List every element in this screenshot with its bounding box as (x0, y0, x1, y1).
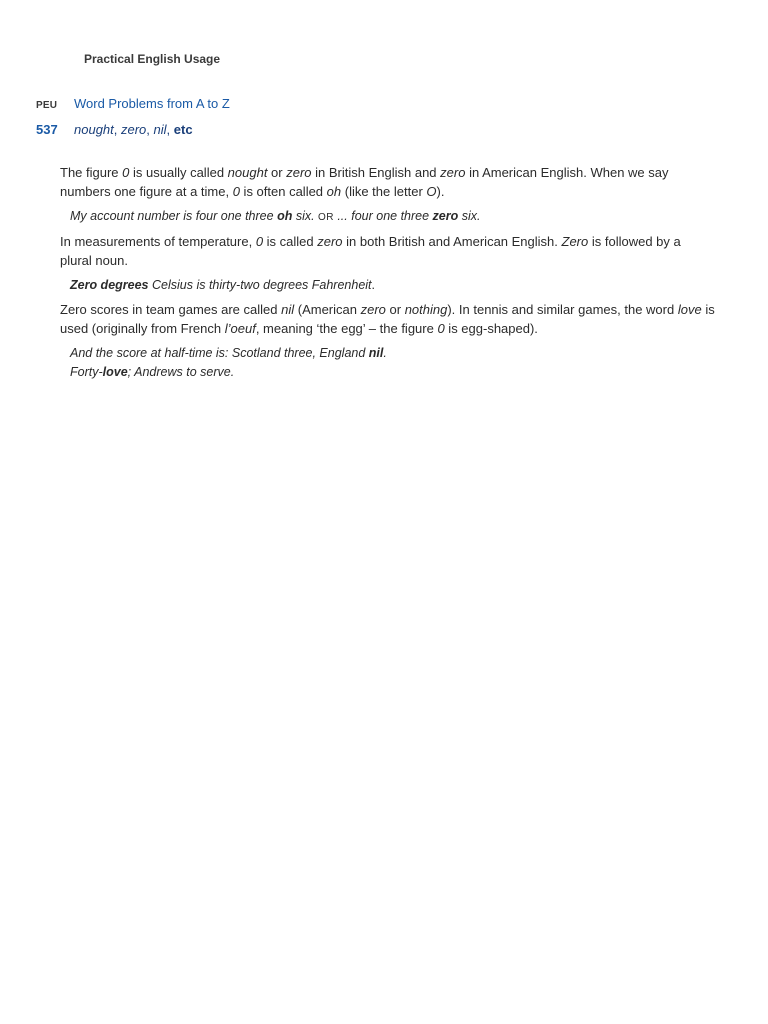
entry-header (36, 122, 193, 140)
text-run: The figure (60, 165, 123, 180)
italic-term: zero (317, 234, 343, 249)
italic-term: 0 (122, 165, 130, 180)
heading-separator: , (113, 122, 121, 137)
italic-term: zero (440, 165, 466, 180)
paragraph-nought-zero (60, 164, 716, 201)
text-run: (American (294, 302, 361, 317)
text-run: is egg-shaped). (444, 320, 538, 336)
paragraph-scores (60, 301, 716, 338)
text-run: . (383, 346, 387, 360)
example-sentence (60, 363, 716, 382)
heading-word-zero: zero (121, 122, 147, 137)
bold-term: oh (277, 209, 293, 223)
bold-term: nil (368, 346, 384, 360)
book-title: Practical English Usage (84, 52, 221, 66)
heading-separator: , (166, 122, 174, 137)
italic-term: 0 (232, 183, 240, 199)
or-marker: OR (318, 212, 334, 223)
text-run: is called (263, 234, 318, 249)
italic-term: l’oeuf (224, 320, 256, 336)
italic-term: Zero (561, 234, 589, 249)
text-run: Forty- (70, 365, 103, 379)
text-run: in both British and American English. (342, 234, 562, 249)
italic-term: O (426, 183, 437, 199)
paragraph-temperature (60, 233, 716, 270)
example-sentence (60, 276, 716, 295)
example-sentence (60, 344, 716, 363)
text-run: in American English. When we say numbers one figure at a time, (60, 165, 669, 199)
text-run: in British English and (311, 165, 441, 180)
heading-word-nought: nought (74, 122, 114, 137)
text-run: . (371, 278, 376, 292)
heading-word-nil: nil (153, 122, 167, 137)
entry-heading (74, 122, 193, 137)
entry-number: 537 (36, 122, 58, 137)
italic-term: 0 (255, 234, 264, 249)
italic-term: nought (227, 165, 268, 180)
italic-term: nil (281, 302, 295, 317)
text-run: ). In tennis and similar games, the word (447, 302, 678, 317)
bold-term: love (102, 365, 128, 379)
text-run: is followed by a plural noun. (60, 234, 681, 268)
text-run: ... four one three (333, 209, 433, 223)
entry-body (60, 164, 716, 388)
text-run: ). (436, 183, 445, 199)
section-tag: PEU (36, 100, 58, 111)
text-run: is used (originally from French (60, 302, 715, 336)
text-run: six. (458, 209, 481, 223)
italic-term: oh (326, 183, 342, 199)
text-run: is usually called (129, 165, 228, 180)
section-title-link[interactable]: Word Problems from A to Z (74, 96, 230, 111)
bold-term: zero (432, 209, 459, 223)
example-group (60, 344, 716, 382)
bold-term: Zero degrees (70, 278, 149, 292)
heading-word-etc: etc (173, 122, 193, 137)
heading-separator: , (146, 122, 154, 137)
italic-term: zero (360, 302, 386, 317)
example-sentence (60, 207, 716, 227)
example-group (60, 276, 716, 295)
text-run: or (267, 165, 287, 180)
text-run: And the score at half-time is: Scotland three, England (70, 346, 369, 360)
text-run: (like the letter (341, 183, 427, 199)
example-group (60, 207, 716, 227)
italic-term: 0 (437, 320, 445, 336)
text-run: or (385, 302, 405, 317)
text-run: Celsius is thirty-two degrees Fahrenheit (148, 278, 372, 292)
text-run: is often called (239, 183, 327, 199)
italic-term: nothing (404, 302, 448, 317)
text-run: six. (292, 209, 319, 223)
text-run: Zero scores in team games are called (60, 302, 282, 317)
text-run: In measurements of temperature, (60, 234, 256, 249)
italic-term: love (677, 302, 702, 317)
text-run: My account number is four one three (70, 209, 278, 223)
section-header (36, 96, 230, 114)
text-run: ; Andrews to serve. (127, 365, 235, 379)
italic-term: zero (286, 165, 312, 180)
text-run: , meaning ‘the egg’ – the figure (255, 320, 438, 336)
